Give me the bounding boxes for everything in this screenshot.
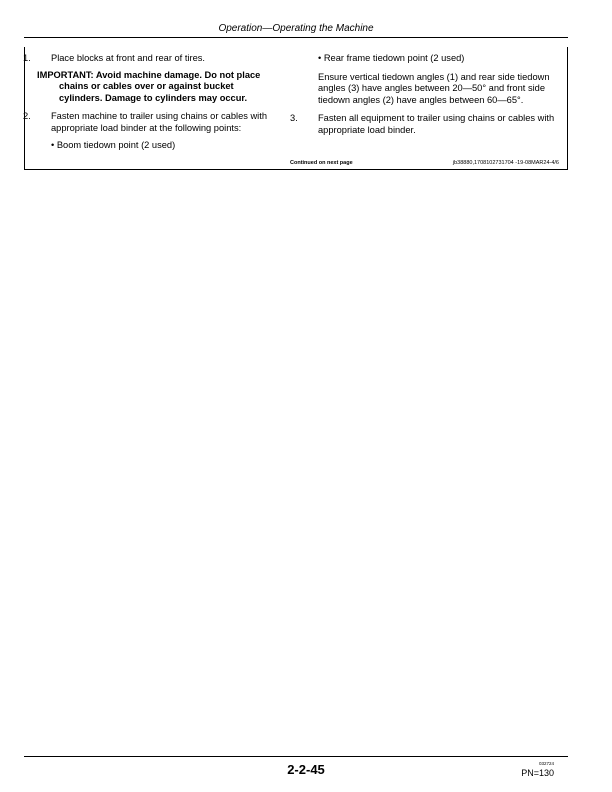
step-2-number: 2. (23, 111, 31, 122)
right-column (290, 53, 560, 137)
footer-date-code: 032724 (538, 761, 554, 766)
important-line-1: IMPORTANT: Avoid machine damage. Do not place (37, 69, 261, 80)
tiedown-angles-note: Ensure vertical tiedown angles (1) and rear side tiedown angles (3) have angles between 20—50° and front side tiedown angles (2) have angles between 60—65°. (318, 71, 550, 105)
header-divider (24, 37, 568, 38)
page-number: 2-2-45 (287, 762, 325, 777)
step-1-text: Place blocks at front and rear of tires. (51, 53, 205, 63)
footer-pn: PN=130 (521, 768, 554, 778)
step-3-text: Fasten all equipment to trailer using chains or cables with appropriate load binder. (318, 113, 555, 135)
important-notice (37, 70, 289, 105)
important-line-2: chains or cables over or against bucket (59, 81, 234, 92)
step-1 (23, 53, 289, 65)
step-3-number: 3. (290, 113, 298, 124)
bullet-boom-tiedown: • Boom tiedown point (2 used) (51, 139, 176, 150)
important-line-3: cylinders. Damage to cylinders may occur. (59, 92, 248, 103)
continued-notice: Continued on next page (290, 160, 353, 166)
document-id: jb38880,1708102731704 -19-08MAR24-4/6 (452, 160, 559, 166)
page-header-title: Operation—Operating the Machine (218, 23, 374, 34)
footer-divider (24, 756, 568, 757)
step-2-text: Fasten machine to trailer using chains or cables with appropriate load binder at the following points: (51, 111, 267, 133)
step-1-number: 1. (23, 53, 31, 63)
step-2 (23, 111, 289, 134)
bullet-rear-frame-tiedown: • Rear frame tiedown point (2 used) (318, 53, 465, 63)
step-3 (290, 113, 560, 136)
left-column (23, 53, 289, 151)
